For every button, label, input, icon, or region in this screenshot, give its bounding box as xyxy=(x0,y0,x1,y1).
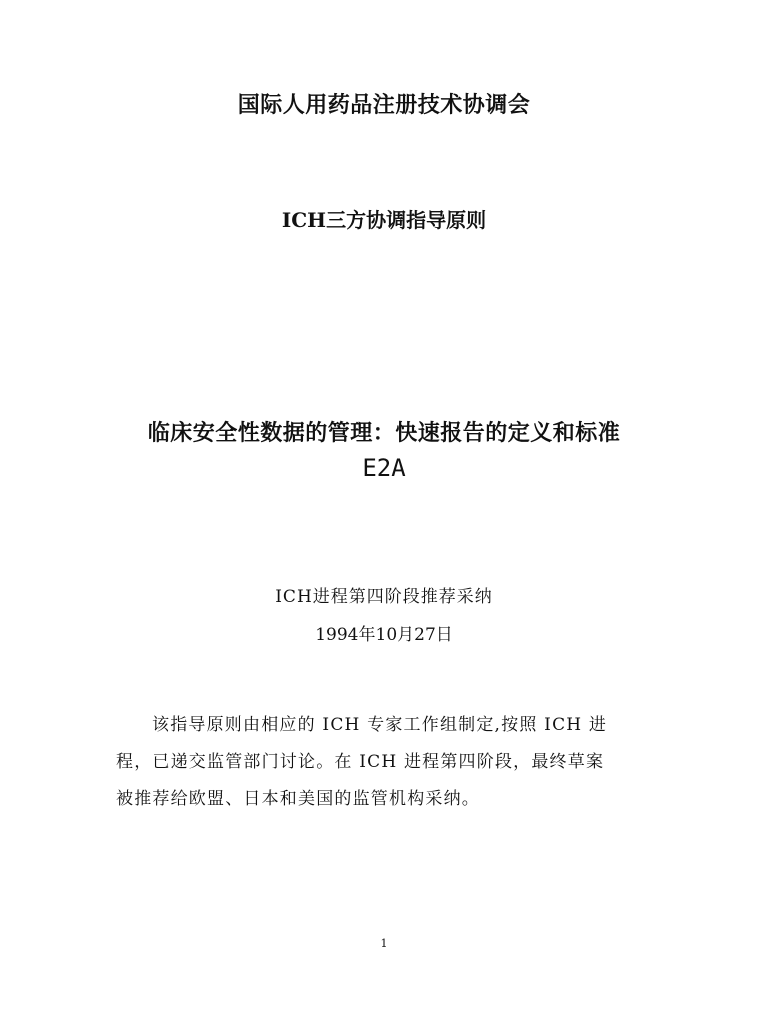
paragraph-line: 程，已递交监管部门讨论。在 ICH 进程第四阶段，最终草案 xyxy=(116,752,605,772)
document-code: E2A xyxy=(362,454,406,482)
organization-title: 国际人用药品注册技术协调会 xyxy=(237,92,531,118)
page-number: 1 xyxy=(380,937,388,950)
document-title: 临床安全性数据的管理：快速报告的定义和标准 xyxy=(147,420,621,446)
stage-note: ICH进程第四阶段推荐采纳 xyxy=(275,587,493,607)
guideline-label: ICH三方协调指导原则 xyxy=(281,208,487,232)
body-paragraph xyxy=(116,707,664,818)
paragraph-line: 被推荐给欧盟、日本和美国的监管机构采纳。 xyxy=(116,789,480,809)
document-date: 1994年10月27日 xyxy=(315,625,453,645)
paragraph-line: 该指导原则由相应的 ICH 专家工作组制定,按照 ICH 进 xyxy=(152,715,608,735)
